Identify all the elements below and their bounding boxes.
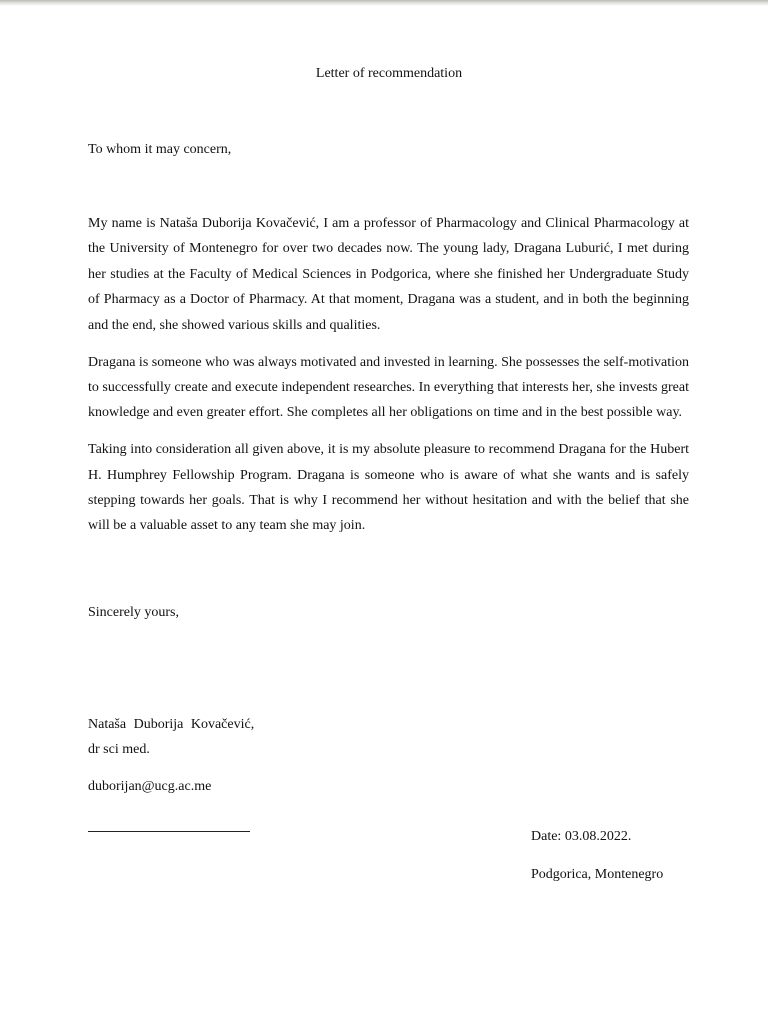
letter-place: Podgorica, Montenegro [531,867,664,882]
signature-title: dr sci med. [88,742,150,757]
letter-date: Date: 03.08.2022. [531,829,632,844]
signature-name: Nataša Duborija Kovačević, [88,717,255,732]
letter-body [88,211,689,550]
paragraph-recommendation: Taking into consideration all given above, it is my absolute pleasure to recommend Dragana for the Hubert H. Humphrey Fellowship Program. Dragana is someone who is aware of what she wants and is safely stepping towards her goals. That is why I recommend her without hesitation and with the belief that she will be a valuable asset to any team she may join. [88,442,689,534]
paragraph-qualities: Dragana is someone who was always motivated and invested in learning. She possesses the self-motivation to successfully create and execute independent researches. In everything that interests her, she invests great knowledge and even greater effort. She completes all her obligations on time and in the best possible way. [88,354,689,421]
closing: Sincerely yours, [88,605,179,620]
salutation: To whom it may concern, [88,142,232,157]
signature-line [88,831,250,832]
paragraph-introduction: My name is Nataša Duborija Kovačević, I am a professor of Pharmacology and Clinical Pharmacology at the University of Montenegro for over two decades now. The young lady, Dragana Luburić, I met during her studies at the Faculty of Medical Sciences in Podgorica, where she finished her Undergraduate Study of Pharmacy as a Doctor of Pharmacy. At that moment, Dragana was a student, and in both the beginning and the end, she showed various skills and qualities. [88,216,689,333]
signature-email: duborijan@ucg.ac.me [88,779,212,794]
letter-title: Letter of recommendation [315,66,463,81]
